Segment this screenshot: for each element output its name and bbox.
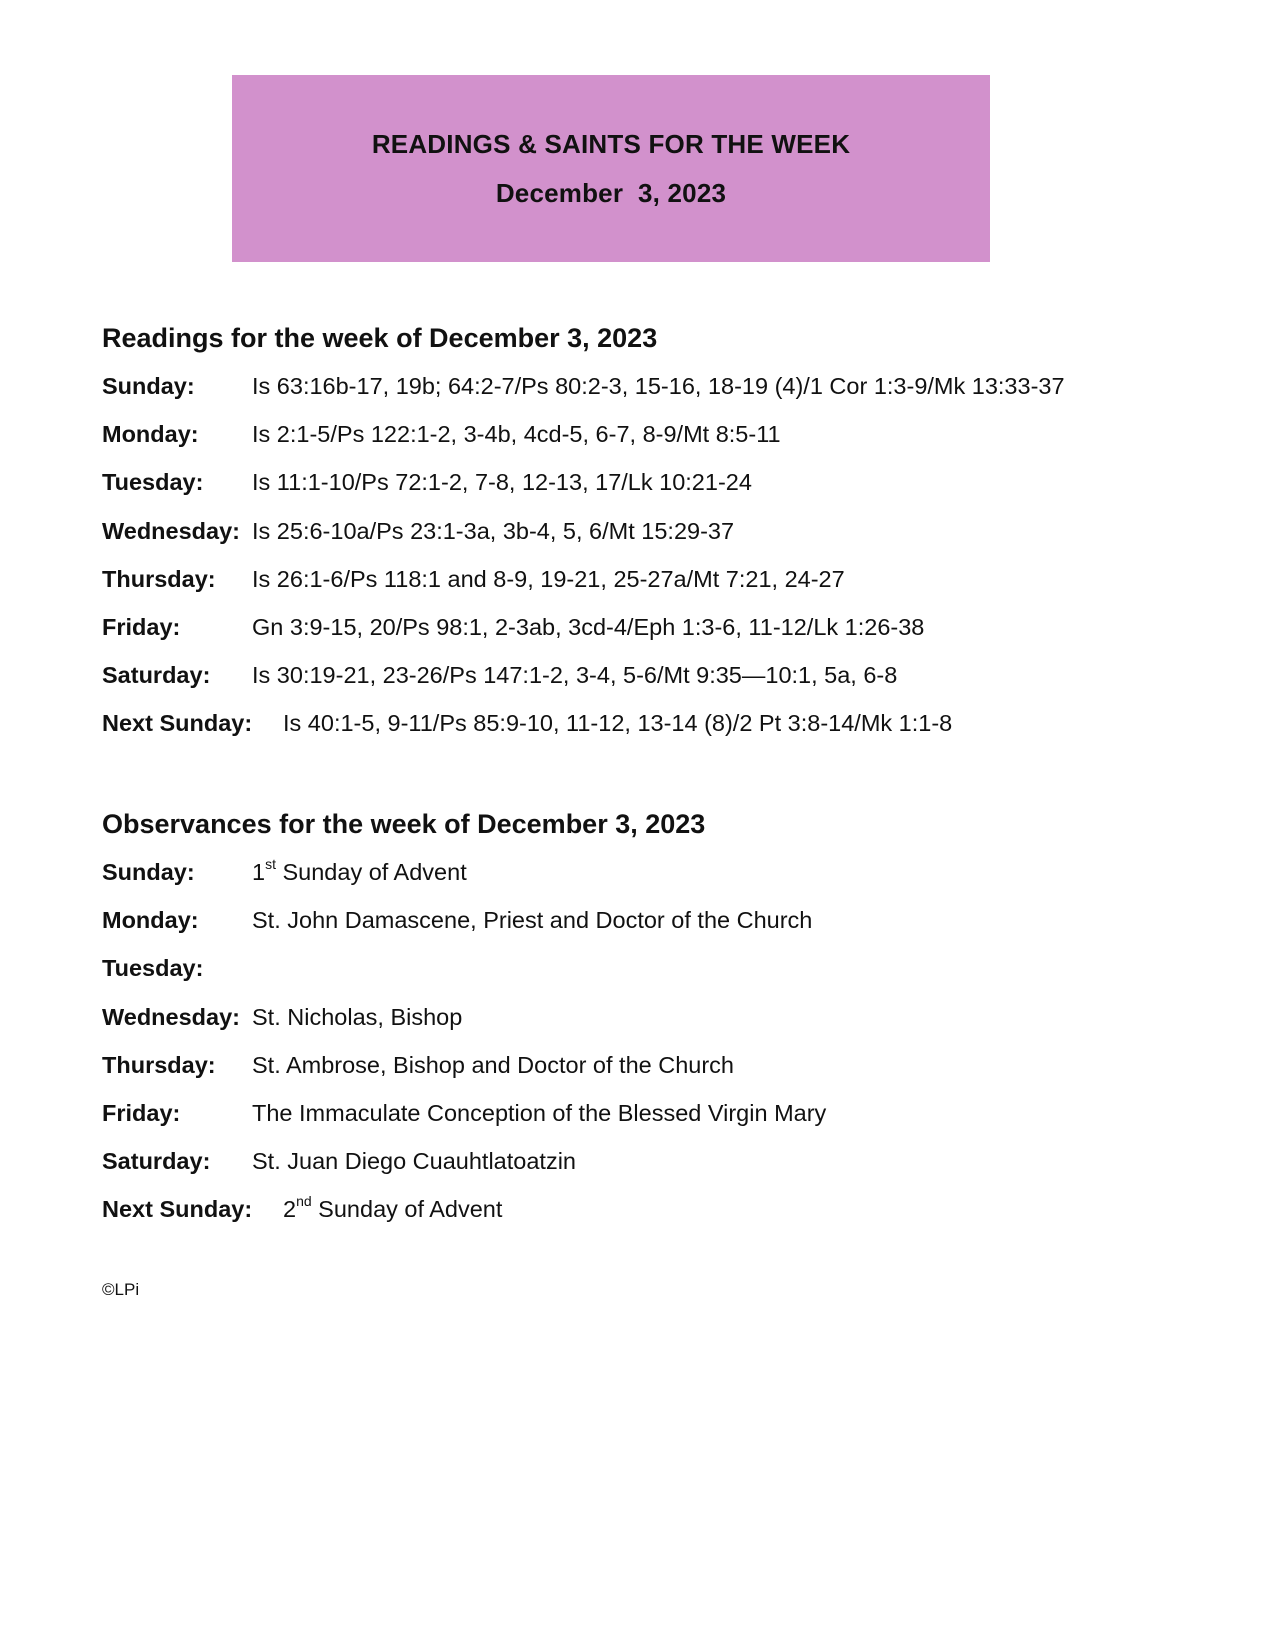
day-label: Next Sunday: <box>102 1196 253 1223</box>
readings-row-saturday <box>102 651 1242 699</box>
observances-row-saturday <box>102 1137 1242 1185</box>
observances-row-friday <box>102 1089 1242 1137</box>
observances-row-sunday <box>102 848 1242 896</box>
readings-title: Readings for the week of December 3, 2023 <box>102 323 658 353</box>
day-label: Saturday: <box>102 1148 211 1175</box>
observances-row-monday <box>102 896 1242 944</box>
observance-text: St. Nicholas, Bishop <box>252 1003 463 1030</box>
day-label: Friday: <box>102 1099 181 1126</box>
day-label: Thursday: <box>102 1051 216 1078</box>
ordinal-suffix: nd <box>296 1193 312 1210</box>
header-banner <box>232 75 990 262</box>
observance-text: The Immaculate Conception of the Blessed Virgin Mary <box>252 1099 827 1126</box>
day-label: Friday: <box>102 613 181 640</box>
readings-section <box>102 314 1242 748</box>
observance-text: St. Ambrose, Bishop and Doctor of the Church <box>252 1051 735 1078</box>
day-label: Tuesday: <box>102 955 204 982</box>
reading-text: Gn 3:9-15, 20/Ps 98:1, 2-3ab, 3cd-4/Eph 1:3-6, 11-12/Lk 1:26-38 <box>252 613 925 640</box>
day-label: Tuesday: <box>102 469 204 496</box>
observance-name: Sunday of Advent <box>311 1196 503 1223</box>
observance-text: St. Juan Diego Cuauhtlatoatzin <box>252 1148 576 1175</box>
reading-text: Is 2:1-5/Ps 122:1-2, 3-4b, 4cd-5, 6-7, 8-9/Mt 8:5-11 <box>252 421 781 448</box>
day-label: Monday: <box>102 907 199 934</box>
observances-row-next-sunday <box>102 1185 1242 1233</box>
day-label: Sunday: <box>102 859 195 885</box>
day-label: Monday: <box>102 421 199 448</box>
readings-row-next-sunday <box>102 699 1242 747</box>
observances-row-tuesday <box>102 944 1242 992</box>
observances-row-thursday <box>102 1041 1242 1089</box>
readings-row-wednesday <box>102 507 1242 555</box>
readings-row-friday <box>102 603 1242 651</box>
copyright-notice: ©LPi <box>102 1280 140 1299</box>
reading-text: Is 26:1-6/Ps 118:1 and 8-9, 19-21, 25-27a/Mt 7:21, 24-27 <box>252 565 845 592</box>
observance-name: Sunday of Advent <box>275 859 467 885</box>
observances-title: Observances for the week of December 3, 2023 <box>102 809 706 839</box>
readings-row-monday <box>102 410 1242 458</box>
day-label: Wednesday: <box>102 1003 240 1030</box>
header-title: READINGS & SAINTS FOR THE WEEK <box>371 128 851 159</box>
day-label: Sunday: <box>102 373 195 399</box>
ordinal-number: 1 <box>252 859 266 885</box>
readings-row-thursday <box>102 555 1242 603</box>
day-label: Next Sunday: <box>102 710 253 737</box>
observances-row-wednesday <box>102 993 1242 1041</box>
reading-text: Is 11:1-10/Ps 72:1-2, 7-8, 12-13, 17/Lk 10:21-24 <box>252 469 752 496</box>
observance-text: St. John Damascene, Priest and Doctor of the Church <box>252 907 813 934</box>
readings-row-sunday <box>102 362 1242 410</box>
day-label: Thursday: <box>102 565 216 592</box>
reading-text: Is 40:1-5, 9-11/Ps 85:9-10, 11-12, 13-14 (8)/2 Pt 3:8-14/Mk 1:1-8 <box>283 710 953 737</box>
observances-section <box>102 800 1242 1234</box>
ordinal-suffix: st <box>265 856 276 872</box>
day-label: Saturday: <box>102 662 211 689</box>
reading-text: Is 30:19-21, 23-26/Ps 147:1-2, 3-4, 5-6/Mt 9:35—10:1, 5a, 6-8 <box>252 662 898 689</box>
header-date: December 3, 2023 <box>495 177 727 208</box>
reading-text: Is 63:16b-17, 19b; 64:2-7/Ps 80:2-3, 15-16, 18-19 (4)/1 Cor 1:3-9/Mk 13:33-37 <box>252 373 1065 399</box>
observance-text <box>283 1185 502 1233</box>
readings-row-tuesday <box>102 458 1242 506</box>
reading-text: Is 25:6-10a/Ps 23:1-3a, 3b-4, 5, 6/Mt 15:29-37 <box>252 517 735 544</box>
day-label: Wednesday: <box>102 517 240 544</box>
ordinal-number: 2 <box>283 1196 297 1223</box>
observance-text <box>252 848 467 896</box>
